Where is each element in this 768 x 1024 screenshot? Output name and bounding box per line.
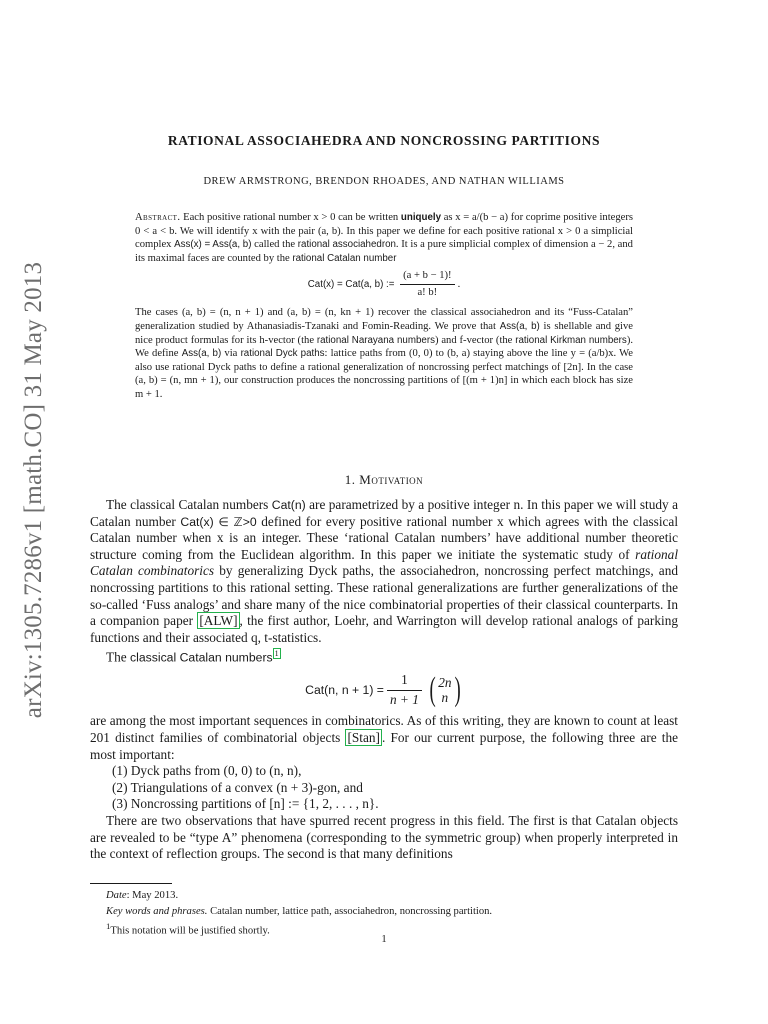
list-item: (2) Triangulations of a convex (n + 3)-gon, and bbox=[112, 779, 363, 795]
abstract-text: . It is a pure simplicial complex of dimension a − 2, and its maximal faces are counted by the bbox=[135, 239, 633, 264]
footnote-date bbox=[106, 888, 678, 904]
abstract-text: : lattice paths from (0, 0) to (b, a) staying above the line y = (a/b)x. We also use rational Dyck paths to define a rational generalization of noncrossing perfect matchings of [2n]. In the case (a, b) = (n, mn + 1), our construction produces the noncrossing partitions of [(m + 1)n] in which each block has size m + 1. bbox=[135, 348, 633, 400]
display-denominator: n + 1 bbox=[389, 691, 419, 707]
binomial bbox=[427, 673, 463, 707]
paper-authors: DREW ARMSTRONG, BRENDON RHOADES, AND NATHAN WILLIAMS bbox=[203, 176, 565, 187]
keywords-label: Key words and phrases. bbox=[106, 905, 208, 917]
abstract-text: The cases (a, b) = (n, n + 1) and (a, b) = (n, kn + 1) recover the classical associahedron and its “Fuss-Catalan” generalization studied by Athanasiadis-Tzanaki and Fomin-Reading. We prove that bbox=[135, 307, 633, 332]
footnotes bbox=[106, 888, 678, 939]
body-paragraph-2 bbox=[90, 646, 678, 666]
binomial-top: 2n bbox=[438, 675, 452, 691]
term-classical-catalan: classical Catalan numbers bbox=[130, 650, 273, 665]
abstract-bold-uniquely: uniquely bbox=[400, 212, 442, 223]
page-number: 1 bbox=[381, 934, 387, 945]
body-text-span: are among the most important sequences in combinatorics. As of this writing, they are known to count at least 201 distinct families of combinatorial objects bbox=[90, 713, 678, 745]
abstract bbox=[135, 211, 633, 402]
term-rational-associahedron: rational associahedron bbox=[297, 239, 396, 251]
section-number: 1. bbox=[344, 472, 356, 487]
left-paren: ( bbox=[429, 671, 436, 709]
section-title: Motivation bbox=[359, 472, 424, 487]
abstract-formula: Cat(x) = Cat(a, b) := $\frac{(a + b - 1)!}{a! b!}$ . bbox=[307, 270, 461, 299]
footnote-1-mark: 1 bbox=[106, 921, 111, 932]
footnote-rule bbox=[90, 883, 172, 884]
abstract-paragraph-2 bbox=[135, 306, 633, 401]
paper-title: RATIONAL ASSOCIAHEDRA AND NONCROSSING PARTITIONS bbox=[167, 133, 601, 148]
display-lhs: Cat(n, n + 1) = bbox=[305, 683, 384, 698]
italic-term: rational Catalan combinatorics bbox=[90, 546, 679, 579]
body-paragraph-1 bbox=[90, 497, 678, 646]
body-text-span: are parametrized by a positive integer n. In this paper we will study a Catalan number bbox=[90, 497, 679, 529]
list-item: (3) Noncrossing partitions of [n] := {1, 2, . . . , n}. bbox=[112, 796, 379, 812]
footnote-1-text: This notation will be justified shortly. bbox=[110, 925, 270, 937]
body-text-span: , the first author, Loehr, and Warrington will develop rational analogs of parking functions and their associated q, t-statistics. bbox=[90, 613, 678, 645]
footnote-keywords bbox=[106, 904, 678, 920]
section-heading bbox=[0, 472, 768, 488]
abstract-text: ) and f-vector (the bbox=[434, 334, 513, 346]
body-text bbox=[90, 497, 678, 863]
cat-n-notation: Cat(n) bbox=[271, 498, 306, 512]
display-numerator: 1 bbox=[387, 672, 422, 691]
abstract-text: as x = a/(b − a) for coprime positive integers 0 < a < b. We will identify x with the pair (a, b). In this paper we define for each positive rational x > 0 a simplicial complex bbox=[135, 212, 634, 251]
abstract-text: Each positive rational number x > 0 can be written bbox=[183, 212, 399, 223]
abstract-paragraph-1 bbox=[135, 211, 633, 265]
body-text-span: The classical Catalan numbers bbox=[106, 497, 269, 512]
abstract-text: ). We define bbox=[135, 334, 633, 360]
binomial-bottom: n bbox=[441, 690, 449, 706]
binomial-stack bbox=[438, 675, 451, 705]
body-text-span: defined for every positive rational number x which agrees with the classical Catalan number when x is an integer. These ‘rational Catalan numbers’ have additional number theoretic structure coming from the Euclidean algorithm. In this paper we initiate the systematic study of bbox=[90, 513, 679, 562]
formula-fraction bbox=[400, 269, 454, 300]
display-fraction bbox=[387, 672, 422, 708]
body-text-span: The bbox=[106, 649, 127, 665]
abstract-ass-notation: Ass(a, b) bbox=[499, 320, 540, 332]
keywords-value: Catalan number, lattice path, associahedron, noncrossing partition. bbox=[207, 905, 493, 917]
body-text-span: by generalizing Dyck paths, the associahedron, noncrossing perfect matchings, and noncrossing partitions to this rational setting. These rational generalizations are further generalizations of the so-called ‘Fuss analogs’ and share many of the nice combinatorial properties of their classical counterparts. In a companion paper bbox=[90, 563, 679, 629]
right-paren: ) bbox=[454, 671, 461, 709]
abstract-text: via bbox=[224, 348, 238, 360]
abstract-heading: Abstract. bbox=[135, 212, 181, 223]
body-paragraph-3 bbox=[90, 713, 678, 763]
formula-numerator: (a + b − 1)! bbox=[400, 269, 454, 285]
term-rational-dyck-paths: rational Dyck paths bbox=[240, 348, 325, 360]
citation-alw-link[interactable]: [ALW] bbox=[199, 613, 238, 629]
footnote-1-link[interactable]: 1 bbox=[274, 649, 279, 659]
arxiv-id: arXiv:1305.7286v1 [math.CO] 31 May 2013 bbox=[20, 261, 47, 719]
abstract-text: called the bbox=[254, 239, 296, 251]
formula-denominator: a! b! bbox=[417, 287, 438, 299]
term-rational-kirkman: rational Kirkman numbers bbox=[515, 334, 627, 346]
body-text-span: . For our current purpose, the following three are the most important: bbox=[90, 729, 679, 762]
date-label: Date bbox=[106, 890, 127, 901]
arxiv-stamp bbox=[14, 0, 54, 1024]
display-formula bbox=[90, 669, 678, 711]
formula-lhs: Cat(x) = Cat(a, b) := bbox=[307, 279, 395, 291]
abstract-ass-notation: Ass(a, b) bbox=[181, 348, 222, 360]
date-value: : May 2013. bbox=[126, 890, 179, 901]
citation-stan-link[interactable]: [Stan] bbox=[347, 729, 380, 745]
term-rational-catalan-number: rational Catalan number bbox=[292, 252, 397, 264]
abstract-ass-notation: Ass(x) = Ass(a, b) bbox=[174, 239, 252, 251]
abstract-text: is shellable and give nice product formulas for its h-vector (the bbox=[135, 320, 633, 346]
list-item: (1) Dyck paths from (0, 0) to (n, n), bbox=[112, 763, 302, 779]
term-rational-narayana: rational Narayana numbers bbox=[316, 334, 435, 346]
cat-x-notation: Cat(x) ∈ ℤ>0 bbox=[180, 514, 257, 529]
body-paragraph-4: There are two observations that have spurred recent progress in this field. The first is that Catalan objects are revealed to be “type A” phenomena (corresponding to the symmetric group) when properly interpreted in the context of reflection groups. The second is that many definitions bbox=[90, 812, 678, 862]
catalan-objects-list bbox=[112, 763, 678, 813]
